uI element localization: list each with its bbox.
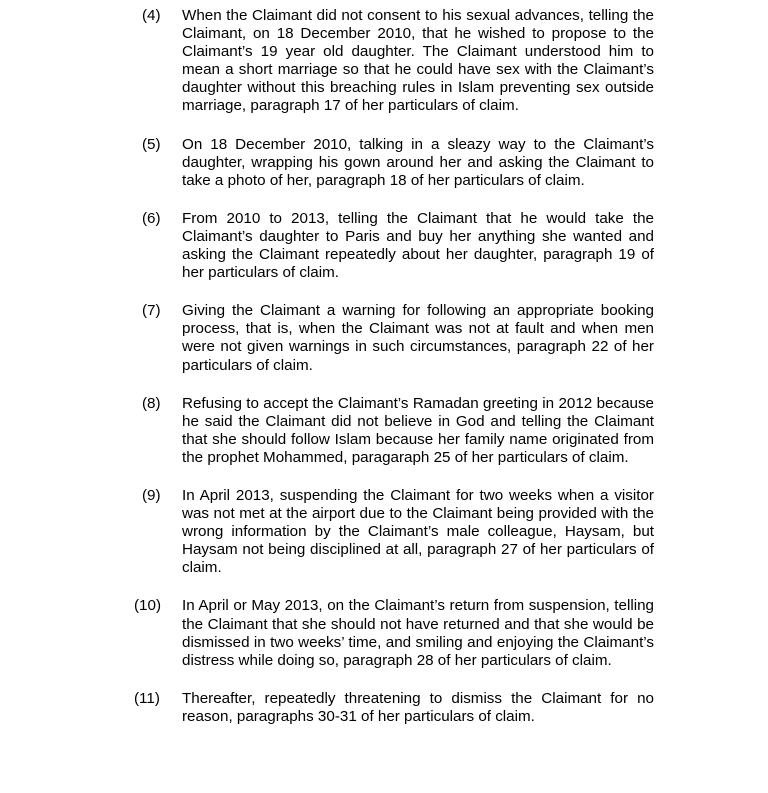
paragraph-text: On 18 December 2010, talking in a sleazy way to the Claimant’s daughter, wrapping his gown around her and asking the Claimant to take a photo of her, paragraph 18 of her particulars of claim. (182, 135, 654, 189)
paragraph-10 (0, 597, 768, 669)
paragraph-9 (0, 487, 768, 577)
paragraph-number: (7) (142, 302, 161, 320)
paragraph-7 (0, 302, 768, 374)
paragraph-text: Refusing to accept the Claimant’s Ramadan greeting in 2012 because he said the Claimant did not believe in God and telling the Claimant that she should follow Islam because her family name originated from the prophet Mohammed, paragaraph 25 of her particulars of claim. (182, 394, 654, 466)
paragraph-4 (0, 7, 768, 116)
paragraph-11 (0, 690, 768, 726)
paragraph-text: Thereafter, repeatedly threatening to dismiss the Claimant for no reason, paragraphs 30-31 of her particulars of claim. (182, 689, 654, 725)
paragraph-text: In April 2013, suspending the Claimant for two weeks when a visitor was not met at the airport due to the Claimant being provided with the wrong information by the Claimant’s male colleague, Haysam, but Haysam not being disciplined at all, paragraph 27 of her particulars of claim. (182, 486, 654, 577)
paragraph-number: (6) (142, 209, 161, 227)
paragraph-8 (0, 395, 768, 467)
paragraph-5 (0, 136, 768, 190)
paragraph-number: (10) (134, 597, 162, 615)
paragraph-number: (5) (142, 135, 161, 153)
paragraph-text: From 2010 to 2013, telling the Claimant that he would take the Claimant’s daughter to Paris and buy her anything she wanted and asking the Claimant repeatedly about her daughter, paragraph 19 of her particulars of claim. (182, 209, 654, 282)
paragraph-6 (0, 210, 768, 282)
paragraph-number: (4) (142, 7, 161, 24)
paragraph-number: (9) (142, 486, 161, 504)
paragraph-number: (11) (134, 689, 160, 707)
document-page (0, 7, 768, 746)
paragraph-text: In April or May 2013, on the Claimant’s return from suspension, telling the Claimant that she should not have returned and that she would be dismissed in two weeks’ time, and smiling and enjoying the Claimant’s distress while doing so, paragraph 28 of her particulars of claim. (182, 597, 654, 669)
paragraph-number: (8) (142, 394, 161, 412)
paragraph-text: When the Claimant did not consent to his sexual advances, telling the Claimant, on 18 December 2010, that he wished to propose to the Claimant’s 19 year old daughter. The Claimant understood him to mean a short marriage so that he could have sex with the Claimant’s daughter without this breaching rules in Islam preventing sex outside marriage, paragraph 17 of her particulars of claim. (182, 7, 654, 115)
paragraph-text: Giving the Claimant a warning for following an appropriate booking process, that is, when the Claimant was not at fault and when men were not given warnings in such circumstances, paragraph 22 of her particulars of claim. (182, 302, 654, 374)
